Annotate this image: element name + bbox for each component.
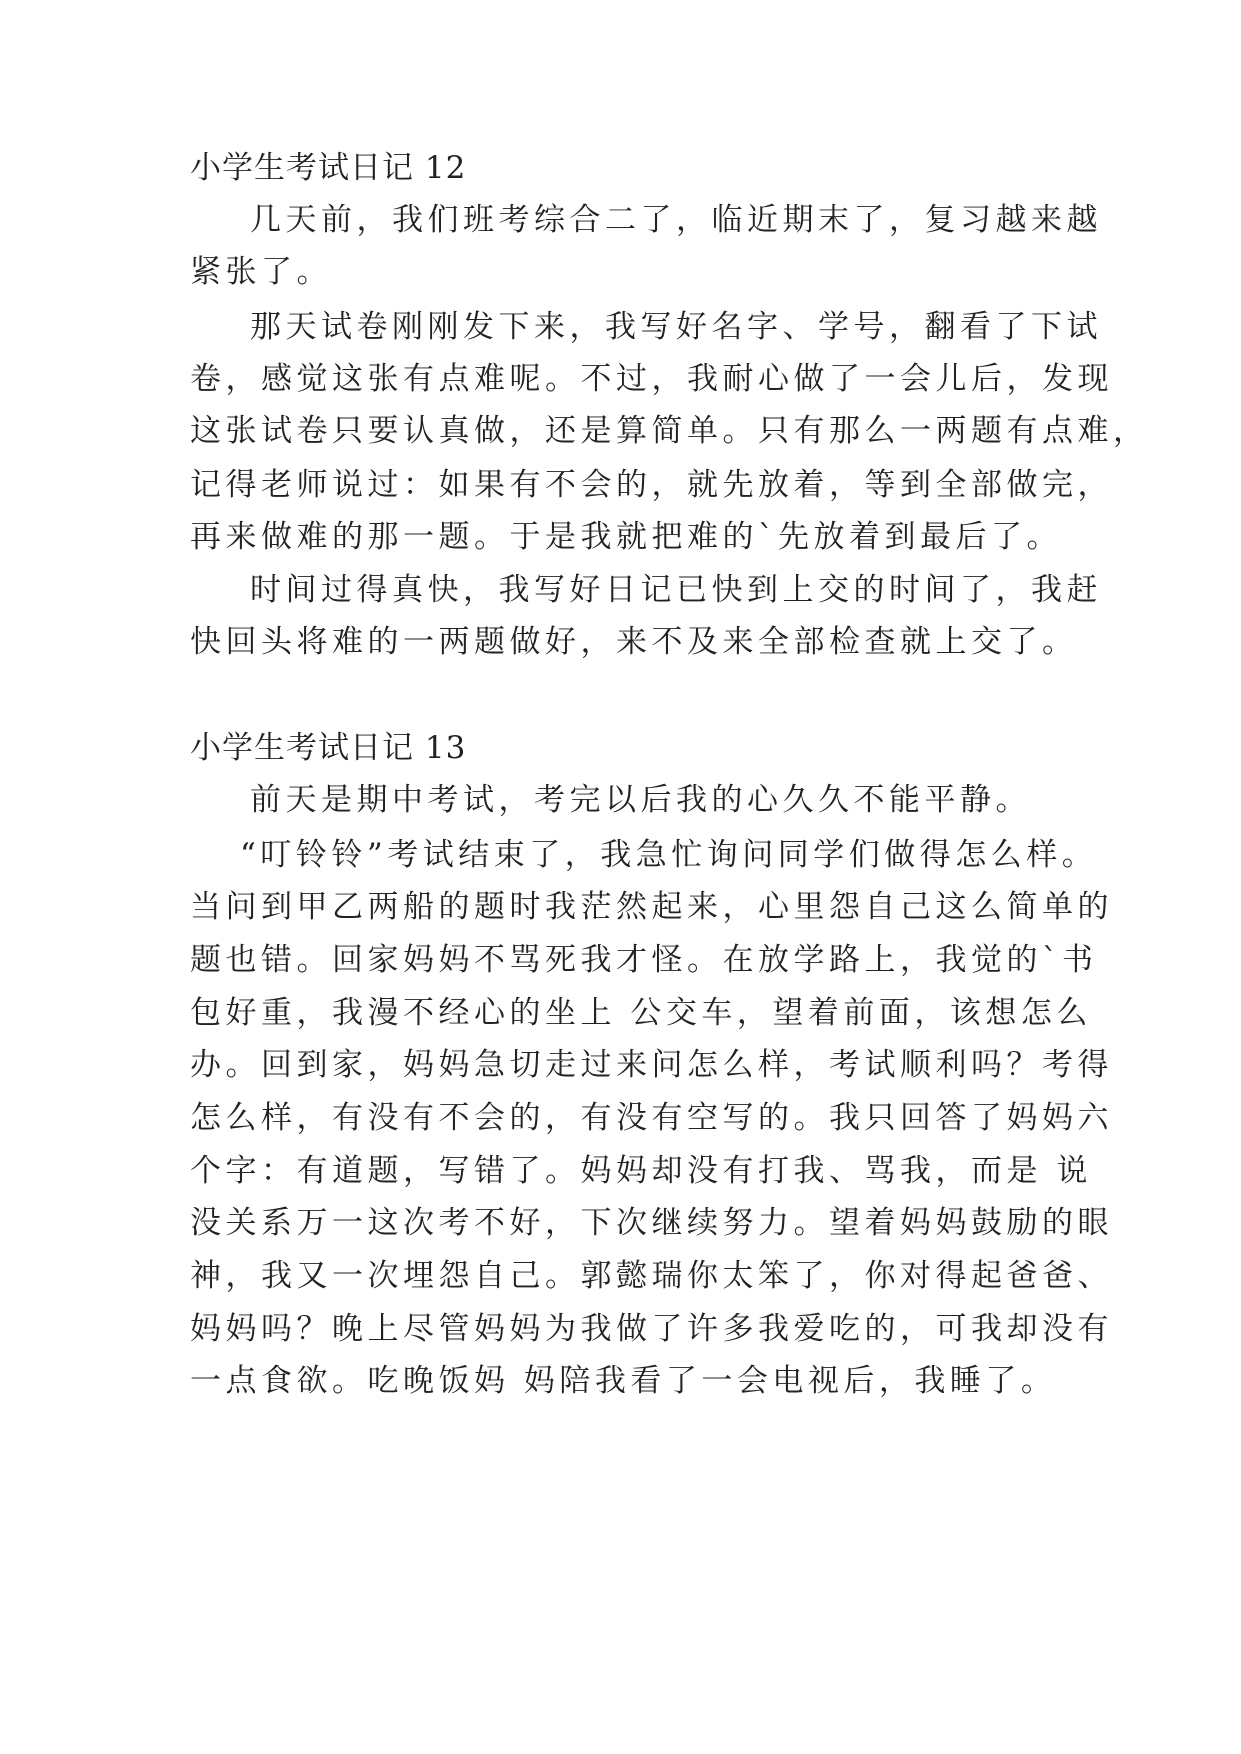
paragraph-line: “叮铃铃”考试结束了，我急忙询问同学们做得怎么样。 [240, 837, 1098, 873]
paragraph-line: 卷，感觉这张有点难呢。不过，我耐心做了一会儿后，发现 [190, 361, 1113, 397]
paragraph-line: 妈妈吗？晚上尽管妈妈为我做了许多我爱吃的，可我却没有 [190, 1311, 1113, 1347]
paragraph-line: 包好重，我漫不经心的坐上 公交车，望着前面，该想怎么 [190, 995, 1092, 1031]
paragraph-line: 没关系万一这次考不好，下次继续努力。望着妈妈鼓励的眼 [190, 1205, 1113, 1241]
paragraph-line: 前天是期中考试，考完以后我的心久久不能平静。 [250, 782, 1031, 818]
paragraph-line: 神，我又一次埋怨自己。郭懿瑞你太笨了，你对得起爸爸、 [190, 1258, 1113, 1294]
paragraph-line: 记得老师说过：如果有不会的，就先放着，等到全部做完， [190, 467, 1113, 503]
paragraph-line: 个字：有道题，写错了。妈妈却没有打我、骂我，而是 说 [190, 1153, 1092, 1189]
paragraph-line: 怎么样，有没有不会的，有没有空写的。我只回答了妈妈六 [190, 1100, 1113, 1136]
paragraph-line: 当问到甲乙两船的题时我茫然起来，心里怨自己这么简单的 [190, 889, 1113, 925]
paragraph-line: 快回头将难的一两题做好，来不及来全部检查就上交了。 [190, 624, 1078, 660]
paragraph-line: 办。回到家，妈妈急切走过来问怎么样，考试顺利吗？考得 [190, 1047, 1113, 1083]
paragraph-line: 几天前，我们班考综合二了，临近期末了，复习越来越 [250, 202, 1102, 238]
paragraph-line: 题也错。回家妈妈不骂死我才怪。在放学路上，我觉的`书 [190, 942, 1098, 978]
paragraph-line: 这张试卷只要认真做，还是算简单。只有那么一两题有点难， [190, 413, 1149, 449]
paragraph-line: 一点食欲。吃晚饭妈 妈陪我看了一会电视后，我睡了。 [190, 1363, 1057, 1399]
section-title: 小学生考试日记 12 [190, 150, 467, 186]
paragraph-line: 紧张了。 [190, 254, 332, 290]
paragraph-line: 时间过得真快，我写好日记已快到上交的时间了，我赶 [250, 572, 1102, 608]
paragraph-line: 那天试卷刚刚发下来，我写好名字、学号，翻看了下试 [250, 309, 1102, 345]
paragraph-line: 再来做难的那一题。于是我就把难的`先放着到最后了。 [190, 519, 1062, 555]
section-title: 小学生考试日记 13 [190, 730, 467, 766]
